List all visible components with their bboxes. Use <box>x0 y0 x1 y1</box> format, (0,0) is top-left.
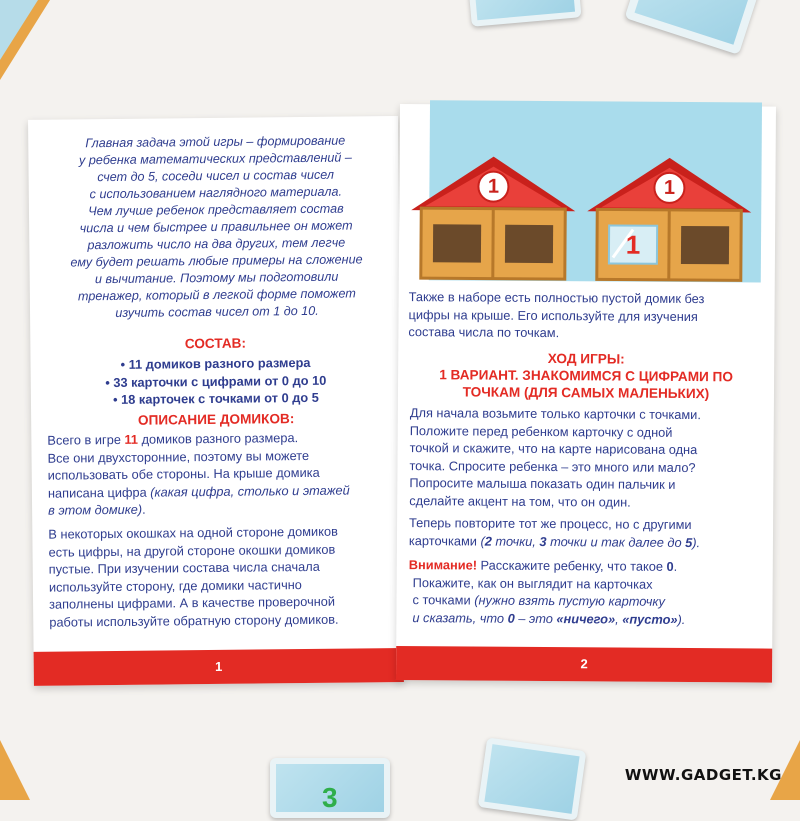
left-page-footer <box>34 648 404 686</box>
background-wooden-frame-bottom-left <box>0 720 60 800</box>
attention-label: Внимание! <box>409 557 477 572</box>
houses-paragraph-2: В некоторых окошках на одной стороне домиков есть цифры, на другой стороне окошки домиков пустые. При изучении состава числа сначала используйте сторону, где домики частично заполнены цифрами. А в качестве проверочной работы используйте обратную сторону домиков. <box>48 522 397 631</box>
background-card-top-right <box>624 0 759 55</box>
page-number: 2 <box>580 656 587 671</box>
attention-paragraph: Внимание! Расскажите ребенку, что такое 0. Покажите, как он выглядит на карточках с точками (нужно взять пустую карточку и сказать, что 0 – это «ничего», «пусто»). <box>408 556 768 629</box>
page-number: 1 <box>215 659 222 674</box>
house-right-roof-number: 1 <box>659 177 679 200</box>
right-page <box>396 104 776 683</box>
left-page <box>28 116 404 686</box>
variant-heading: 1 ВАРИАНТ. ЗНАКОМИМСЯ С ЦИФРАМИ ПО ТОЧКАМ (ДЛЯ САМЫХ МАЛЕНЬКИХ) <box>398 366 774 403</box>
intro-text: Главная задача этой игры – формирование у ребенка математических представлений – счет до 5, соседи чисел и состав чисел с использованием наглядного материала. Чем лучше ребенок представляет состав числа и чем быстрее и правильнее он может разложить число на два других, тем легче ему будет решать любые примеры на сложение и вычитание. Поэтому мы подготовили тренажер, который в легкой форме поможет изучить состав чисел от 1 до 10. <box>46 132 386 323</box>
houses-paragraph-1: Всего в игре 11 домиков разного размера. Все они двухсторонние, поэтому вы можете использовать обе стороны. На крыше домика написана цифра (какая цифра, столько и этажей в этом домике). <box>47 428 396 519</box>
background-card-top <box>468 0 581 27</box>
background-card-bottom <box>270 758 390 818</box>
house-left-roof-number: 1 <box>483 176 503 199</box>
empty-house-paragraph: Также в наборе есть полностью пустой домик без цифры на крыше. Его используйте для изучения состава числа по точкам. <box>408 288 768 343</box>
composition-list <box>31 353 402 409</box>
booklet <box>28 104 776 682</box>
house-illustration-left <box>407 152 580 281</box>
game-heading: ХОД ИГРЫ: <box>398 350 774 368</box>
background-card-bottom-right <box>478 737 587 820</box>
list-item: • 11 домиков разного размера <box>31 353 401 374</box>
background-wooden-frame-top-left <box>0 0 60 90</box>
house-illustration-right <box>583 153 756 282</box>
list-item: • 33 карточки с цифрами от 0 до 10 <box>31 370 401 391</box>
bottom-tile-digit: 3 <box>322 782 338 814</box>
repeat-paragraph: Теперь повторите тот же процесс, но с другими карточками (2 точки, 3 точки и так далее до 5). <box>409 514 769 552</box>
houses-heading: ОПИСАНИЕ ДОМИКОВ: <box>31 410 401 429</box>
list-item: • 18 карточек с точками от 0 до 5 <box>31 388 401 409</box>
instructions-paragraph: Для начала возьмите только карточки с точками. Положите перед ребенком карточку с одной точкой и скажите, что на карте нарисована одна точка. Спросите ребенка – это много или мало? Попросите малыша показать один пальчик и сделайте акцент на том, что он один. <box>409 404 770 512</box>
watermark: WWW.GADGET.KG <box>625 766 782 784</box>
composition-heading: СОСТАВ: <box>30 334 400 353</box>
house-right-window-number: 1 <box>621 230 645 261</box>
right-page-footer <box>396 646 772 683</box>
